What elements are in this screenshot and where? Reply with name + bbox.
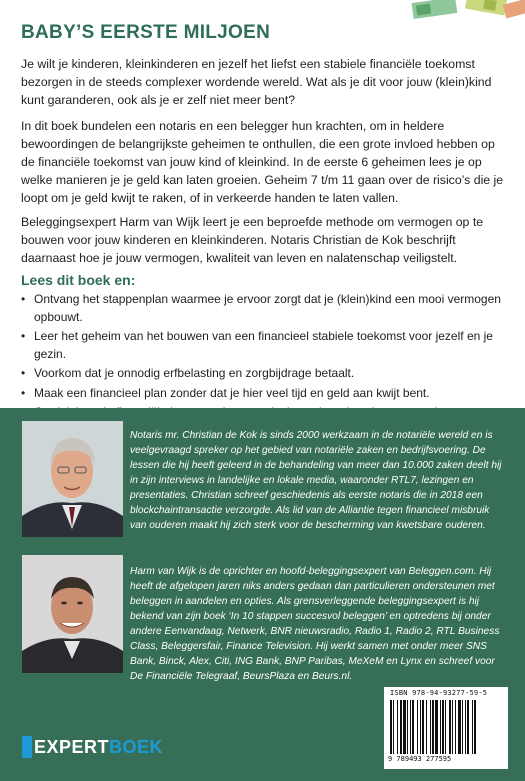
intro-paragraph-2: In dit boek bundelen een notaris en een belegger hun krachten, om in heldere bewoordingen de belangrijkste geheimen te onthullen, die een grote invloed hebben op de financiële toekomst van jouw kind of kleinkind. In de eerste 6 geheimen lees je op welke manieren je je geld kan laten groeien. Geheim 7 t/m 11 gaan over de risico’s die je loopt om je geld kwijt te raken, of in verkeerde handen te laten vallen. bbox=[21, 119, 504, 205]
portrait-icon bbox=[22, 421, 123, 537]
benefits-heading: Lees dit boek en: bbox=[21, 272, 136, 288]
author-photo-de-kok bbox=[22, 421, 123, 537]
barcode-bar bbox=[412, 700, 414, 754]
list-item bbox=[21, 291, 509, 326]
barcode-bar bbox=[420, 700, 421, 754]
list-item-text: Leer het geheim van het bouwen van een financieel stabiele toekomst voor jezelf en je gezin. bbox=[34, 329, 493, 361]
barcode-bar bbox=[474, 700, 476, 754]
barcode-bar bbox=[417, 700, 418, 754]
euro-banknotes-icon bbox=[405, 0, 525, 30]
barcode-bar bbox=[462, 700, 463, 754]
barcode-bar bbox=[455, 700, 456, 754]
barcode-bar bbox=[449, 700, 451, 754]
barcode-bar bbox=[426, 700, 427, 754]
bio-harm-van-wijk: Harm van Wijk is de oprichter en hoofd-beleggingsexpert van Beleggen.com. Hij heeft de afgelopen jaren niks anders gedaan dan particulieren ondersteunen met beleggen in aandelen en opties. Als grensverleggende beleggingsexpert is hij bekend van zijn boek ‘In 10 stappen succesvol beleggen’ en optredens bij onder andere Eenvandaag, Netwerk, BNR nieuwsradio, Radio 1, Radio 2, RTL Business Class, Beleggersfair, Finance Television. Hij werkt samen met onder meer SNS Bank, Binck, Alex, Citi, ING Bank, BNP Paribas, MeXeM en Lynx en schreef voor De Financiële Telegraaf, BeursPlaza en Beurs.nl. bbox=[130, 566, 500, 682]
bullet-icon: • bbox=[21, 385, 26, 400]
barcode-bar bbox=[445, 700, 446, 754]
barcode-bar bbox=[430, 700, 431, 754]
intro-paragraph-3: Beleggingsexpert Harm van Wijk leert je een beproefde methode om vermogen op te bouwen voor jouw kinderen en kleinkinderen. Notaris Christian de Kok beschrijft daarnaast hoe je jouw vermogen, kwaliteit van leven en nalatenschap veiligstelt. bbox=[21, 215, 484, 265]
barcode-bar bbox=[407, 700, 408, 754]
barcode-bar bbox=[432, 700, 434, 754]
list-item bbox=[21, 385, 509, 403]
benefits-list bbox=[21, 291, 509, 424]
portrait-icon bbox=[22, 555, 123, 673]
barcode-bar bbox=[400, 700, 402, 754]
bullet-icon: • bbox=[21, 366, 26, 380]
barcode-bar bbox=[435, 700, 438, 754]
barcode-digits: 9 789493 277595 bbox=[388, 755, 452, 763]
barcode-bar bbox=[442, 700, 444, 754]
publisher-name-part2: BOEK bbox=[109, 736, 164, 757]
publisher-logo-icon bbox=[22, 736, 32, 758]
bio-christian-de-kok: Notaris mr. Christian de Kok is sinds 2000 werkzaam in de notariële wereld en is veelgevraagd spreker op het gebied van notariële zaken en bedrijfsvoering. De lessen die hij heeft geleerd in de behandeling van meer dan 10.000 zaken deelt hij in zijn interviews in landelijke en lokale media, waaronder RTL7, lezingen en presentaties. Christian schreef geschiedenis als eerste notaris die in 2018 een blockchaintransactie verzorgde. Als lid van de Alliantie tegen financieel misbruik van ouderen maakt hij zich sterk voor de bescherming van kwetsbare ouderen. bbox=[130, 430, 502, 531]
list-item-text: Ontvang het stappenplan waarmee je ervoor zorgt dat je (klein)kind een mooi vermogen opbouwt. bbox=[34, 292, 501, 324]
list-item-text: Maak een financieel plan zonder dat je hier veel tijd en geld aan kwijt bent. bbox=[34, 385, 430, 400]
barcode-bar bbox=[393, 700, 394, 754]
barcode-bar bbox=[458, 700, 461, 754]
bullet-icon: • bbox=[21, 292, 26, 306]
author-photo-van-wijk bbox=[22, 555, 123, 673]
list-item bbox=[21, 328, 509, 363]
list-item-text: Voorkom dat je onnodig erfbelasting en zorgbijdrage betaalt. bbox=[34, 366, 355, 380]
barcode-bar bbox=[422, 700, 424, 754]
barcode-bar bbox=[403, 700, 406, 754]
barcode-bar bbox=[465, 700, 466, 754]
barcode-bar bbox=[440, 700, 441, 754]
barcode-box bbox=[384, 687, 508, 769]
barcode-bar bbox=[467, 700, 469, 754]
barcode-bar bbox=[410, 700, 411, 754]
barcode-icon bbox=[390, 700, 502, 754]
intro-paragraph-1: Je wilt je kinderen, kleinkinderen en jezelf het liefst een stabiele financiële toekomst bezorgen in de steeds complexer wordende wereld. Wat als je dit voor jouw (klein)kind kunt garanderen, ook als je er zelf niet meer bent? bbox=[21, 57, 492, 107]
isbn-label: ISBN 978-94-93277-59-5 bbox=[390, 689, 488, 697]
publisher-name-part1: EXPERT bbox=[34, 736, 110, 757]
list-item bbox=[21, 365, 509, 383]
publisher-logo bbox=[22, 736, 163, 758]
barcode-bar bbox=[397, 700, 398, 754]
barcode-bar bbox=[472, 700, 473, 754]
barcode-bar bbox=[452, 700, 453, 754]
barcode-bar bbox=[390, 700, 392, 754]
bullet-icon: • bbox=[21, 329, 26, 343]
book-title: BABY’S EERSTE MILJOEN bbox=[21, 22, 271, 43]
